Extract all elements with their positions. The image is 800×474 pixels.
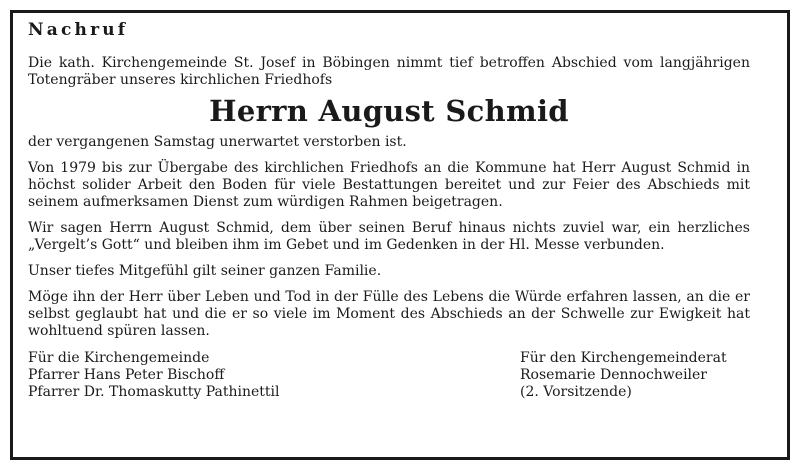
signature-parish-pastor-2: Pfarrer Dr. Thomaskutty Pathinettil bbox=[28, 384, 280, 400]
signature-council-title: Für den Kirchengemeinderat bbox=[520, 350, 727, 366]
paragraph-service: Von 1979 bis zur Übergabe des kirchlichen Friedhofs an die Kommune hat Herr August Schmid in höchst solider Arbeit den Boden für viele Bestattungen bereitet und zur Feier des Abschieds mit seinem aufmerksamen Dienst zum würdigen Rahmen beigetragen. bbox=[28, 160, 750, 210]
heading: Nachruf bbox=[28, 20, 129, 40]
signature-parish-title: Für die Kirchengemeinde bbox=[28, 350, 210, 366]
death-statement: der vergangenen Samstag unerwartet verstorben ist. bbox=[28, 134, 407, 150]
deceased-name: Herrn August Schmid bbox=[209, 94, 569, 128]
paragraph-thanks: Wir sagen Herrn August Schmid, dem über seinen Beruf hinaus nichts zuviel war, ein herzliches „Vergelt’s Gott“ und bleiben ihm im Gebet und im Gedenken in der Hl. Messe verbunden. bbox=[28, 220, 750, 253]
signature-council bbox=[520, 350, 750, 401]
signature-council-name: Rosemarie Dennochweiler bbox=[520, 367, 707, 383]
signature-parish-pastor-1: Pfarrer Hans Peter Bischoff bbox=[28, 367, 225, 383]
signature-parish bbox=[28, 350, 280, 401]
intro-text: Die kath. Kirchengemeinde St. Josef in Böbingen nimmt tief betroffen Abschied vom langjährigen Totengräber unseres kirchlichen Friedhofs bbox=[28, 55, 750, 88]
signature-council-role: (2. Vorsitzende) bbox=[520, 384, 632, 400]
obituary-content bbox=[28, 20, 750, 401]
paragraph-sympathy: Unser tiefes Mitgefühl gilt seiner ganzen Familie. bbox=[28, 263, 382, 279]
paragraph-blessing: Möge ihn der Herr über Leben und Tod in der Fülle des Lebens die Würde erfahren lassen, an die er selbst geglaubt hat und die er so viele im Moment des Abschieds an der Schwelle zur Ewigkeit hat wohltuend spüren lassen. bbox=[28, 289, 750, 339]
signature-block bbox=[28, 350, 750, 401]
